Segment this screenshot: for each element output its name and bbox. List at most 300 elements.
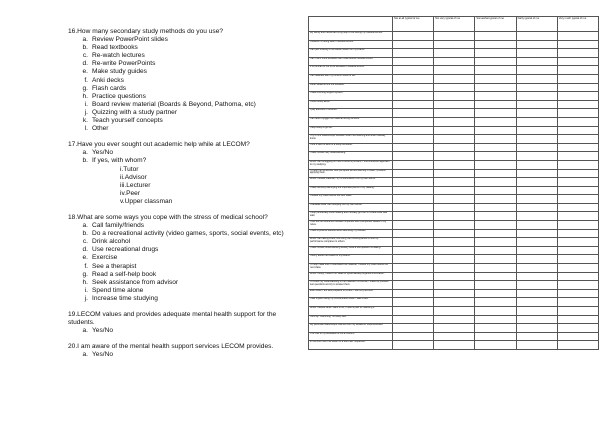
rating-cell[interactable] (557, 307, 598, 316)
rating-cell[interactable] (475, 178, 516, 187)
rating-cell[interactable] (434, 109, 475, 118)
rating-cell[interactable] (393, 272, 434, 281)
rating-cell[interactable] (557, 212, 598, 221)
rating-cell[interactable] (434, 212, 475, 221)
rating-cell[interactable] (393, 341, 434, 350)
rating-cell[interactable] (475, 255, 516, 264)
statement-cell: I have difficulty identifying the important points in my reading. (309, 186, 393, 195)
rating-cell[interactable] (393, 229, 434, 238)
rating-cell[interactable] (475, 307, 516, 316)
table-row (309, 307, 599, 316)
rating-cell[interactable] (557, 221, 598, 230)
rating-cell[interactable] (393, 109, 434, 118)
option-marker: d. (82, 246, 88, 254)
rating-scale-table (308, 16, 598, 416)
answer-option (68, 109, 304, 117)
rating-cell[interactable] (557, 74, 598, 83)
statement-cell: I end up "cramming" for every test. (309, 315, 393, 324)
rating-cell[interactable] (393, 289, 434, 298)
rating-cell[interactable] (393, 195, 434, 204)
table-row (309, 298, 599, 307)
rating-cell[interactable] (393, 281, 434, 290)
rating-cell[interactable] (516, 66, 557, 75)
table-body (309, 32, 599, 350)
rating-cell[interactable] (434, 307, 475, 316)
rating-cell[interactable] (393, 186, 434, 195)
table-row (309, 49, 599, 58)
suboption-text: Advisor (124, 173, 147, 181)
rating-cell[interactable] (434, 74, 475, 83)
rating-cell[interactable] (475, 281, 516, 290)
rating-cell[interactable] (393, 143, 434, 152)
rating-cell[interactable] (393, 332, 434, 341)
answer-option (68, 230, 304, 238)
option-marker: j. (84, 294, 88, 302)
rating-cell[interactable] (393, 203, 434, 212)
rating-cell[interactable] (393, 307, 434, 316)
statement-cell: My personal relationships interfere with my academic responsibilities. (309, 324, 393, 333)
rating-cell[interactable] (393, 126, 434, 135)
rating-cell[interactable] (393, 83, 434, 92)
rating-cell[interactable] (516, 315, 557, 324)
option-text: Other (92, 125, 109, 133)
question-spacer (68, 335, 304, 343)
rating-cell[interactable] (475, 203, 516, 212)
option-text: Read textbooks (92, 44, 138, 52)
rating-cell[interactable] (557, 203, 598, 212)
rating-cell[interactable] (557, 298, 598, 307)
answer-option (68, 125, 304, 133)
option-marker: a. (82, 222, 88, 230)
rating-cell[interactable] (434, 203, 475, 212)
rating-cell[interactable] (516, 195, 557, 204)
rating-cell[interactable] (475, 74, 516, 83)
rating-cell[interactable] (557, 272, 598, 281)
rating-cell[interactable] (393, 92, 434, 101)
answer-option (68, 254, 304, 262)
option-text: Re-write PowerPoints (92, 60, 156, 68)
rating-cell[interactable] (516, 229, 557, 238)
rating-cell[interactable] (475, 324, 516, 333)
statement-cell: When I am struggling on how to solve a problem, I find a different approach to my studying. (309, 160, 393, 169)
question-title: 17.Have you ever sought out academic help while at LECOM? (68, 141, 250, 149)
rating-cell[interactable] (516, 40, 557, 49)
answer-option (68, 295, 304, 303)
table-row (309, 57, 599, 66)
rating-cell[interactable] (434, 49, 475, 58)
rating-cell[interactable] (475, 49, 516, 58)
rating-cell[interactable] (434, 272, 475, 281)
rating-cell[interactable] (475, 117, 516, 126)
rating-cell[interactable] (393, 135, 434, 144)
rating-cell[interactable] (393, 315, 434, 324)
table-row (309, 126, 599, 135)
option-marker: h. (82, 92, 88, 100)
rating-cell[interactable] (434, 221, 475, 230)
rating-cell[interactable] (475, 315, 516, 324)
rating-cell[interactable] (393, 40, 434, 49)
rating-cell[interactable] (393, 221, 434, 230)
option-text: Use recreational drugs (92, 246, 159, 254)
rating-cell[interactable] (557, 246, 598, 255)
rating-cell[interactable] (516, 246, 557, 255)
question-block (68, 214, 304, 303)
statement-cell: I feel myself losing my concentration when I take a test. (309, 298, 393, 307)
table-row (309, 238, 599, 247)
option-marker: e. (82, 68, 88, 76)
rating-cell[interactable] (516, 178, 557, 187)
rating-cell[interactable] (516, 264, 557, 273)
option-text: See a therapist (92, 262, 137, 270)
rating-cell[interactable] (434, 289, 475, 298)
question-spacer (68, 206, 304, 214)
rating-cell[interactable] (516, 238, 557, 247)
rating-cell[interactable] (516, 307, 557, 316)
option-text: Yes/No (92, 351, 114, 359)
rating-cell[interactable] (516, 272, 557, 281)
table-row (309, 221, 599, 230)
rating-cell[interactable] (516, 117, 557, 126)
table-row (309, 332, 599, 341)
statement-cell: I worry about the results of my exams. (309, 255, 393, 264)
answer-option (68, 279, 304, 287)
rating-cell[interactable] (393, 74, 434, 83)
rating-cell[interactable] (475, 298, 516, 307)
statement-cell: It is normal for me to be stressed in medical school. (309, 66, 393, 75)
rating-cell[interactable] (434, 126, 475, 135)
rating-cell[interactable] (434, 341, 475, 350)
rating-cell[interactable] (434, 117, 475, 126)
table-row (309, 66, 599, 75)
rating-cell[interactable] (557, 83, 598, 92)
question-block (68, 141, 304, 206)
rating-cell[interactable] (393, 255, 434, 264)
option-text: Teach yourself concepts (92, 117, 163, 125)
rating-cell[interactable] (516, 221, 557, 230)
rating-cell[interactable] (557, 281, 598, 290)
option-marker: g. (82, 84, 88, 92)
table-row (309, 281, 599, 290)
rating-cell[interactable] (434, 246, 475, 255)
statement-cell: I review my notes before the next class. (309, 195, 393, 204)
rating-cell[interactable] (393, 100, 434, 109)
rating-cell[interactable] (557, 109, 598, 118)
rating-cell[interactable] (516, 152, 557, 161)
statement-cell: In the end I feel I do better on a test than I expected. (309, 341, 393, 350)
rating-cell[interactable] (434, 169, 475, 178)
rating-cell[interactable] (434, 195, 475, 204)
rating-cell[interactable] (393, 160, 434, 169)
option-text: Re-watch lectures (92, 52, 145, 60)
table-row (309, 203, 599, 212)
rating-cell[interactable] (393, 178, 434, 187)
statement-cell: I have a positive attitude about attending my classes. (309, 229, 393, 238)
suboption-text: Upper classman (124, 197, 173, 205)
option-marker: a. (82, 36, 88, 44)
rating-cell[interactable] (434, 264, 475, 273)
rating-cell[interactable] (475, 272, 516, 281)
rating-cell[interactable] (557, 40, 598, 49)
rating-cell[interactable] (516, 32, 557, 41)
rating-cell[interactable] (557, 186, 598, 195)
rating-cell[interactable] (516, 203, 557, 212)
rating-cell[interactable] (475, 169, 516, 178)
rating-cell[interactable] (434, 315, 475, 324)
table-row (309, 109, 599, 118)
rating-cell[interactable] (475, 83, 516, 92)
rating-cell[interactable] (557, 178, 598, 187)
question-title: 19.LECOM values and provides adequate mental health support for the students. (68, 311, 277, 327)
option-text: Do a recreational activity (video games, sports, social events, etc) (92, 230, 284, 238)
rating-cell[interactable] (516, 57, 557, 66)
scale-column-header: Fairly typical of me (516, 17, 557, 32)
rating-cell[interactable] (516, 255, 557, 264)
rating-cell[interactable] (475, 229, 516, 238)
rating-cell[interactable] (557, 169, 598, 178)
rating-cell[interactable] (475, 109, 516, 118)
answer-option (68, 101, 304, 109)
statement-cell: To check my understanding of the material in a course, I make up possible test questions and try to answer them. (309, 281, 393, 290)
rating-cell[interactable] (434, 57, 475, 66)
rating-cell[interactable] (434, 66, 475, 75)
statement-cell: The cost of my education is not a concern. (309, 332, 393, 341)
rating-cell[interactable] (434, 298, 475, 307)
rating-cell[interactable] (475, 212, 516, 221)
rating-cell[interactable] (475, 246, 516, 255)
option-text: Practice questions (92, 92, 146, 100)
option-text: Increase time studying (92, 294, 158, 302)
rating-cell[interactable] (434, 100, 475, 109)
rating-cell[interactable] (557, 255, 598, 264)
statement-cell: When I study, I search for ideas to systematically organize information. (309, 272, 393, 281)
question-title: 18.What are some ways you cope with the stress of medical school? (68, 213, 268, 221)
rating-cell[interactable] (475, 32, 516, 41)
rating-cell[interactable] (516, 83, 557, 92)
question-title: 20.I am aware of the mental health support services LECOM provides. (68, 343, 274, 351)
answer-option (68, 117, 304, 125)
rating-cell[interactable] (434, 324, 475, 333)
rating-cell[interactable] (475, 143, 516, 152)
rating-cell[interactable] (557, 195, 598, 204)
rating-cell[interactable] (516, 109, 557, 118)
rating-cell[interactable] (557, 152, 598, 161)
statement-cell: I am just thinking of the earlier lesson on my exams. (309, 49, 393, 58)
table-row (309, 212, 599, 221)
rating-cell[interactable] (475, 186, 516, 195)
rating-cell[interactable] (393, 32, 434, 41)
option-text: Review PowerPoint slides (92, 36, 168, 44)
rating-cell[interactable] (516, 135, 557, 144)
statement-cell: To help make sure I understand the material, I review my notes before the next class. (309, 264, 393, 273)
statement-cell: I have trouble fully understanding. (309, 152, 393, 161)
rating-cell[interactable] (516, 74, 557, 83)
rating-cell[interactable] (557, 160, 598, 169)
option-marker: b. (82, 157, 88, 165)
rating-cell[interactable] (434, 32, 475, 41)
rating-cell[interactable] (516, 341, 557, 350)
table-row (309, 195, 599, 204)
scale-column-header: Somewhat typical of me (475, 17, 516, 32)
table-row (309, 143, 599, 152)
table-row (309, 169, 599, 178)
rating-cell[interactable] (516, 212, 557, 221)
rating-cell[interactable] (475, 195, 516, 204)
rating-cell[interactable] (516, 49, 557, 58)
rating-cell[interactable] (434, 281, 475, 290)
statement-cell: I am able to juggle the material during lectures. (309, 117, 393, 126)
table-row (309, 315, 599, 324)
table-row (309, 117, 599, 126)
statement-cell: I have trouble understanding exactly what a test question is asking. (309, 246, 393, 255)
rating-cell[interactable] (557, 49, 598, 58)
rating-cell[interactable] (434, 152, 475, 161)
answer-option (68, 149, 304, 157)
table-row (309, 341, 599, 350)
rating-cell[interactable] (557, 341, 598, 350)
rating-cell[interactable] (475, 57, 516, 66)
answer-option (68, 52, 304, 60)
rating-cell[interactable] (557, 264, 598, 273)
rating-cell[interactable] (475, 289, 516, 298)
rating-cell[interactable] (393, 212, 434, 221)
rating-cell[interactable] (434, 160, 475, 169)
rating-cell[interactable] (434, 83, 475, 92)
option-marker: k. (82, 117, 88, 125)
rating-cell[interactable] (557, 289, 598, 298)
answer-option (68, 238, 304, 246)
statement-cell: I am much more stressed than I was before medical school. (309, 57, 393, 66)
rating-cell[interactable] (475, 238, 516, 247)
rating-cell[interactable] (434, 178, 475, 187)
rating-cell[interactable] (557, 32, 598, 41)
rating-cell[interactable] (475, 152, 516, 161)
rating-cell[interactable] (516, 324, 557, 333)
rating-cell[interactable] (516, 92, 557, 101)
rating-cell[interactable] (393, 264, 434, 273)
option-marker: f. (84, 262, 88, 270)
rating-cell[interactable] (557, 143, 598, 152)
answer-option (68, 246, 304, 254)
rating-cell[interactable] (393, 238, 434, 247)
rating-cell[interactable] (393, 246, 434, 255)
option-text: Anki decks (92, 76, 124, 84)
rating-cell[interactable] (393, 324, 434, 333)
rating-cell[interactable] (434, 135, 475, 144)
rating-cell[interactable] (557, 315, 598, 324)
table-row (309, 178, 599, 187)
table-row (309, 152, 599, 161)
option-text: Read a self-help book (92, 270, 157, 278)
option-text: If yes, with whom? (92, 157, 147, 165)
suboption-marker: i. (120, 165, 124, 173)
question-block (68, 311, 304, 335)
option-marker: a. (82, 327, 88, 335)
rating-cell[interactable] (475, 92, 516, 101)
rating-cell[interactable] (557, 57, 598, 66)
rating-cell[interactable] (434, 186, 475, 195)
question-spacer (68, 303, 304, 311)
rating-cell[interactable] (516, 186, 557, 195)
question-title: 16.How many secondary study methods do you use? (68, 28, 224, 35)
answer-suboption (68, 190, 304, 198)
rating-cell[interactable] (516, 143, 557, 152)
option-marker: j. (84, 108, 88, 116)
rating-cell[interactable] (516, 100, 557, 109)
survey-questions (68, 28, 304, 359)
table-row (309, 83, 599, 92)
rating-cell[interactable] (434, 40, 475, 49)
rating-cell[interactable] (516, 289, 557, 298)
rating-cell[interactable] (516, 298, 557, 307)
rating-cell[interactable] (434, 238, 475, 247)
rating-cell[interactable] (557, 126, 598, 135)
option-text: Yes/No (92, 327, 114, 335)
option-marker: g. (82, 270, 88, 278)
rating-cell[interactable] (475, 221, 516, 230)
rating-cell[interactable] (393, 66, 434, 75)
rating-cell[interactable] (393, 152, 434, 161)
answer-option (68, 68, 304, 76)
rating-cell[interactable] (557, 135, 598, 144)
rating-cell[interactable] (434, 255, 475, 264)
option-marker: d. (82, 60, 88, 68)
rating-cell[interactable] (393, 117, 434, 126)
rating-cell[interactable] (475, 160, 516, 169)
rating-cell[interactable] (475, 332, 516, 341)
rating-cell[interactable] (557, 229, 598, 238)
table-row (309, 229, 599, 238)
rating-cell[interactable] (434, 143, 475, 152)
table-row (309, 255, 599, 264)
option-text: Make study guides (92, 68, 147, 76)
answer-option (68, 77, 304, 85)
rating-cell[interactable] (434, 332, 475, 341)
rating-cell[interactable] (475, 66, 516, 75)
rating-cell[interactable] (475, 40, 516, 49)
rating-cell[interactable] (434, 92, 475, 101)
rating-cell[interactable] (557, 92, 598, 101)
rating-cell[interactable] (557, 238, 598, 247)
rating-cell[interactable] (557, 66, 598, 75)
rating-cell[interactable] (393, 49, 434, 58)
rating-cell[interactable] (475, 135, 516, 144)
statement-cell: When I am taking a test, one thing I am thinking about is how my performance compares to others. (309, 238, 393, 247)
rating-cell[interactable] (434, 229, 475, 238)
rating-cell[interactable] (557, 324, 598, 333)
rating-cell[interactable] (516, 169, 557, 178)
rating-cell[interactable] (393, 298, 434, 307)
rating-cell[interactable] (475, 264, 516, 273)
table-row (309, 100, 599, 109)
rating-cell[interactable] (516, 160, 557, 169)
rating-cell[interactable] (516, 126, 557, 135)
rating-cell[interactable] (475, 126, 516, 135)
rating-cell[interactable] (475, 100, 516, 109)
option-marker: b. (82, 230, 88, 238)
rating-cell[interactable] (475, 341, 516, 350)
rating-cell[interactable] (516, 281, 557, 290)
option-text: Board review material (Boards & Beyond, Pathoma, etc) (92, 100, 256, 108)
statement-cell: When I review material, I try to summarize it in my own words. (309, 178, 393, 187)
rating-cell[interactable] (393, 169, 434, 178)
suboption-text: Tutor (123, 165, 139, 173)
rating-cell[interactable] (516, 332, 557, 341)
rating-cell[interactable] (393, 57, 434, 66)
rating-cell[interactable] (557, 332, 598, 341)
rating-cell[interactable] (557, 117, 598, 126)
statement-cell: I stop periodically while reading and mentally go over or review what was said. (309, 212, 393, 221)
rating-cell[interactable] (557, 100, 598, 109)
